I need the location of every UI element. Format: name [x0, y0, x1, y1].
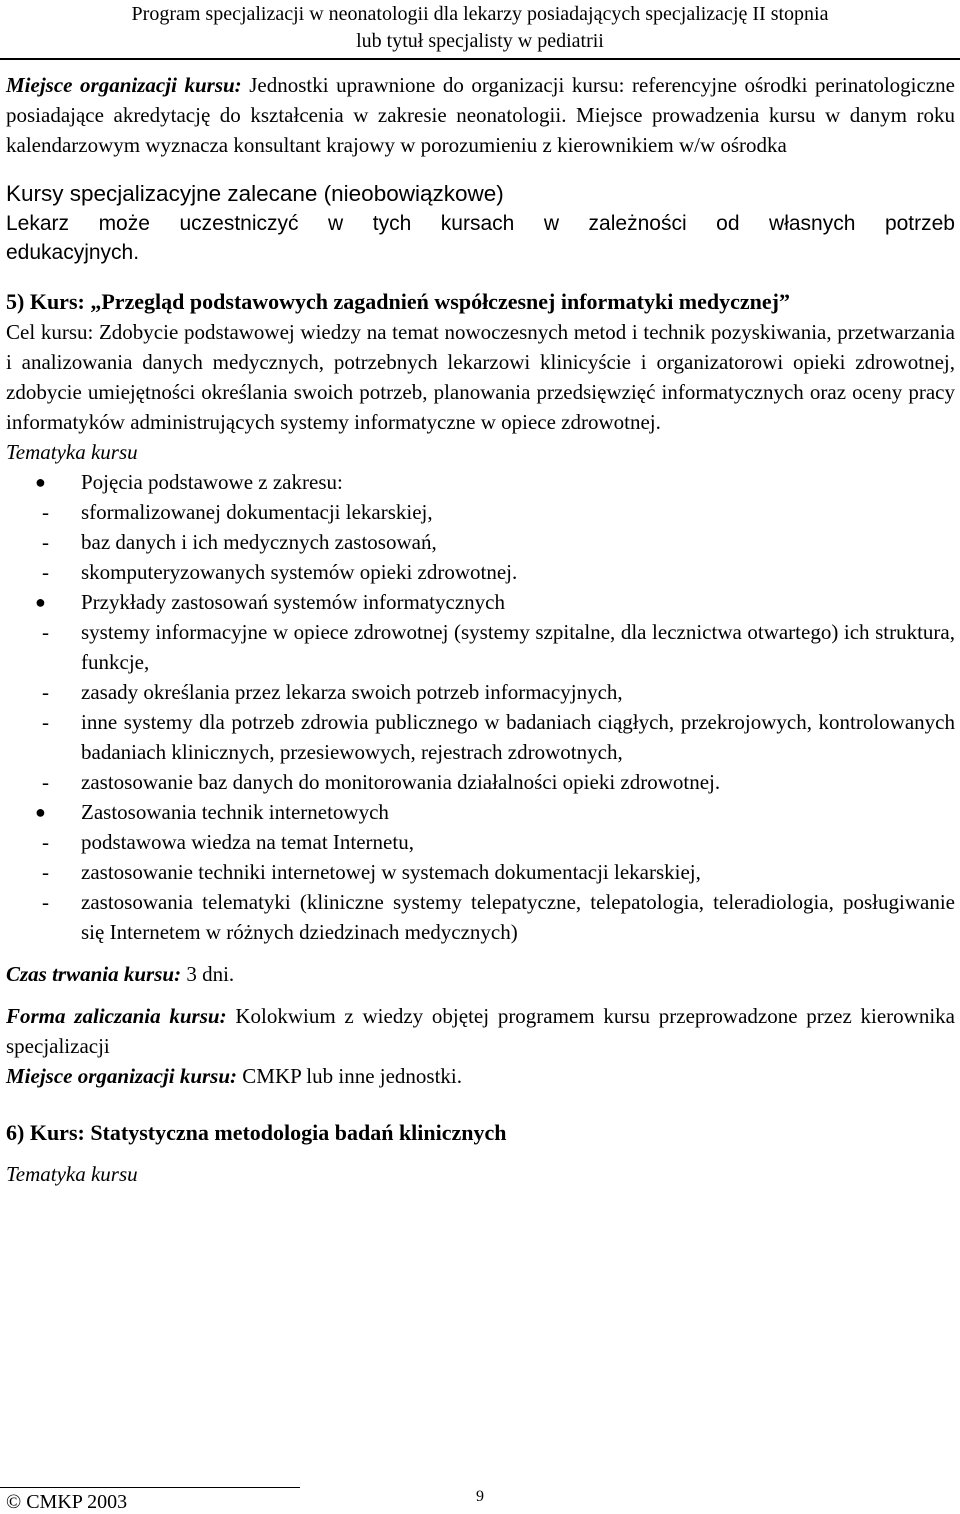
dash-icon: - [42, 620, 49, 644]
page-content [6, 70, 955, 1189]
miejsce-organizacji-5 [6, 1061, 955, 1091]
subtopic-text: zastosowanie baz danych do monitorowania działalności opieki zdrowotnej. [81, 770, 721, 794]
dash-icon: - [42, 770, 49, 794]
header-line-1: Program specjalizacji w neonatologii dla lekarzy posiadających specjalizację II stopnia [131, 3, 829, 25]
subtopic-item [42, 497, 955, 527]
header-line-2: lub tytuł specjalisty w pediatrii [356, 30, 604, 52]
dash-icon: - [42, 890, 49, 914]
dash-icon: - [42, 560, 49, 584]
subtopic-item [42, 857, 955, 887]
subtopic-item [42, 677, 955, 707]
subtopic-item [42, 557, 955, 587]
subtopic-text: zasady określania przez lekarza swoich potrzeb informacyjnych, [81, 680, 623, 704]
subtopic-text: podstawowa wiedza na temat Internetu, [81, 830, 414, 854]
czas-trwania [6, 959, 955, 989]
forma-value: Kolokwium z wiedzy objętej programem kursu przeprowadzone przez kierownika specjalizacji [6, 1004, 955, 1058]
subtopic-text: systemy informacyjne w opiece zdrowotnej (systemy szpitalne, dla lecznictwa otwartego) ich struktura, funkcje, [81, 620, 955, 674]
czas-label: Czas trwania kursu: [6, 962, 182, 986]
subtopic-text: baz danych i ich medycznych zastosowań, [81, 530, 437, 554]
dash-icon: - [42, 830, 49, 854]
subtopic-item [42, 767, 955, 797]
subtopics-list [42, 497, 955, 587]
subtopics-list [42, 827, 955, 947]
topic-title: Przykłady zastosowań systemów informatycznych [81, 590, 505, 614]
miejsce-organizacji-paragraph [6, 70, 955, 160]
subtopic-text: zastosowania telematyki (kliniczne systemy telepatyczne, telepatologia, teleradiologia, posługiwanie się Internetem w różnych dziedzinach medycznych) [81, 890, 955, 944]
page-header [0, 0, 960, 60]
subtopic-item [42, 887, 955, 947]
forma-label: Forma zaliczania kursu: [6, 1004, 227, 1028]
page-number: 9 [476, 1488, 484, 1505]
subtopic-item [42, 617, 955, 677]
subtopic-item [42, 827, 955, 857]
section-6-tematyka: Tematyka kursu [6, 1162, 138, 1186]
section-5-title: 5) Kurs: „Przegląd podstawowych zagadnień współczesnej informatyki medycznej” [6, 289, 790, 314]
kursy-heading: Kursy specjalizacyjne zalecane (nieobowiązkowe) [6, 181, 504, 206]
miejsce-5-value: CMKP lub inne jednostki. [237, 1064, 463, 1088]
dash-icon: - [42, 680, 49, 704]
subtopic-text: zastosowanie techniki internetowej w systemach dokumentacji lekarskiej, [81, 860, 701, 884]
dash-icon: - [42, 710, 49, 734]
tematyka-kursu-heading: Tematyka kursu [6, 440, 138, 464]
subtopic-item [42, 527, 955, 557]
topic-title: Pojęcia podstawowe z zakresu: [81, 470, 343, 494]
topic-item [6, 587, 955, 797]
section-6-title: 6) Kurs: Statystyczna metodologia badań klinicznych [6, 1120, 507, 1145]
topic-item [6, 797, 955, 947]
dash-icon: - [42, 530, 49, 554]
subtopic-text: inne systemy dla potrzeb zdrowia publicznego w badaniach ciągłych, przekrojowych, kontrolowanych badaniach klinicznych, przesiewowych, rejestrach zdrowotnych, [81, 710, 955, 764]
footer-divider [0, 1487, 300, 1488]
subtopic-text: sformalizowanej dokumentacji lekarskiej, [81, 500, 433, 524]
cel-kursu-paragraph: Cel kursu: Zdobycie podstawowej wiedzy na temat nowoczesnych metod i technik pozyskiwania, przetwarzania i analizowania danych medycznych, potrzebnych lekarzowi klinicyście i organizatorowi opieki zdrowotnej, zdobycie umiejętności określania swoich potrzeb, planowania przedsięwzięć informatycznych oraz oceny pracy informatyków administrujących systemy informatyczne w opiece zdrowotnej. [6, 320, 955, 434]
dash-icon: - [42, 860, 49, 884]
bullet-icon: ● [35, 592, 46, 612]
subtopics-list [42, 617, 955, 797]
dash-icon: - [42, 500, 49, 524]
bullet-icon: ● [35, 472, 46, 492]
subtopic-item [42, 707, 955, 767]
kursy-text: Lekarz może uczestniczyć w tych kursach w zależności od własnych potrzeb edukacyjnych. [6, 212, 955, 264]
bullet-icon: ● [35, 802, 46, 822]
czas-value: 3 dni. [181, 962, 235, 986]
topics-list [6, 467, 955, 947]
miejsce-5-label: Miejsce organizacji kursu: [6, 1064, 238, 1088]
miejsce-label: Miejsce organizacji kursu: [6, 73, 242, 97]
forma-zaliczania [6, 1001, 955, 1061]
footer-copyright: © CMKP 2003 [6, 1491, 128, 1513]
topic-item [6, 467, 955, 587]
miejsce-text: Jednostki uprawnione do organizacji kursu: referencyjne ośrodki perinatologiczne posiadające akredytację do kształcenia w zakresie neonatologii. Miejsce prowadzenia kursu w danym roku kalendarzowym wyznacza konsultant krajowy w porozumieniu z kierownikiem w/w ośrodka [6, 73, 955, 157]
topic-title: Zastosowania technik internetowych [81, 800, 389, 824]
subtopic-text: skomputeryzowanych systemów opieki zdrowotnej. [81, 560, 518, 584]
